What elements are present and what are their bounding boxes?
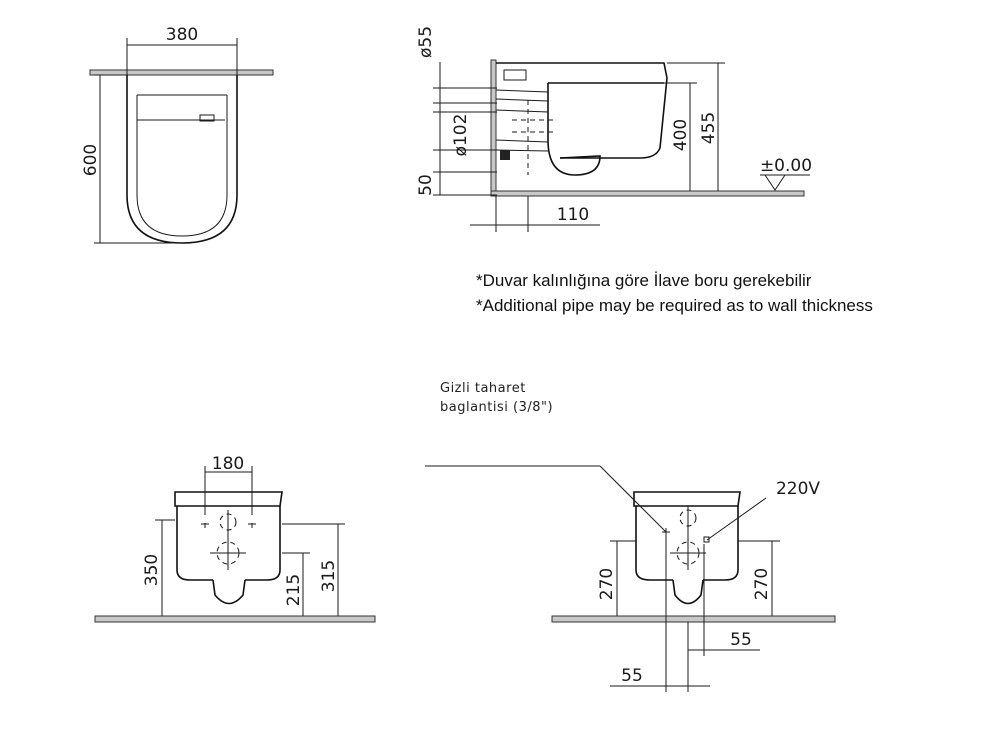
side-view [416, 26, 812, 232]
dim-drain-diameter: ø102 [451, 113, 471, 157]
dim-left-height: 270 [597, 567, 617, 601]
dim-height-455: 455 [699, 111, 719, 145]
dim-height-215: 215 [284, 573, 304, 607]
dim-offset-left: 55 [621, 666, 643, 686]
toilet-top-outline [127, 75, 237, 243]
floor-slab-right [552, 616, 835, 622]
front-view-left [95, 454, 375, 622]
dim-drain-offset: 50 [416, 174, 436, 196]
dim-depth: 600 [81, 143, 101, 177]
floor-level: ±0.00 [759, 156, 813, 176]
dim-height-315: 315 [319, 559, 339, 593]
wall-slab [90, 70, 273, 75]
seat-lid-right [634, 492, 740, 506]
dim-spacing: 180 [211, 454, 245, 474]
callout-line1: Gizli taharet [440, 381, 526, 396]
drain-stub [500, 150, 510, 160]
dim-pipe-diameter: ø55 [416, 25, 436, 59]
front-view-right [425, 466, 835, 692]
floor-slab-left [95, 616, 375, 622]
top-view [81, 25, 273, 243]
note-turkish: *Duvar kalınlığına göre İlave boru gerekebilir [476, 271, 812, 290]
dim-right-height: 270 [752, 567, 772, 601]
dim-height-350: 350 [142, 553, 162, 587]
dim-height-400: 400 [671, 118, 691, 152]
callout-line2: baglantisi (3/8") [440, 400, 554, 415]
note-english: *Additional pipe may be required as to wall thickness [476, 296, 873, 315]
floor-slab [491, 191, 804, 196]
power-label: 220V [775, 479, 821, 499]
dim-width: 380 [165, 25, 199, 45]
wall-vertical [491, 60, 496, 196]
dim-wall-offset: 110 [556, 205, 590, 225]
seat-lid-left [175, 492, 282, 506]
dim-offset-right: 55 [730, 630, 752, 650]
